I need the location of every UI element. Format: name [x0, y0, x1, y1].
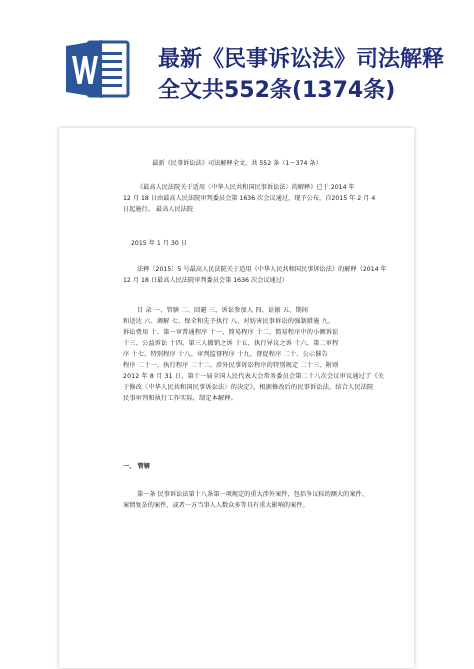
- document-title: 最新《民事诉讼法》司法解释全文，共 552 条（1～374 条）: [152, 160, 322, 167]
- issue-date: 2015 年 1 月 30 日: [131, 240, 187, 247]
- toc-line: 程序 二十一、执行程序 二十二、涉外民事诉讼程序的特别规定 二十三、附则: [123, 362, 339, 369]
- notice-line: 法释〔2015〕5 号最高人民法院关于适用《中华人民共和国民事诉讼法》的解释（2014 年: [137, 266, 387, 273]
- toc-line: 目 录 一、管辖 二、回避 三、诉讼参加人 四、证据 五、期间: [137, 307, 309, 314]
- article-line: 第一条 民事诉讼法第十八条第一项规定的重大涉外案件，包括争议标的额大的案件、: [137, 491, 368, 498]
- word-document-icon: [64, 36, 134, 102]
- intro-line: 12 月 18 日由最高人民法院审判委员会第 1636 次会议通过，现予公布，自2015 年 2 月 4: [123, 195, 376, 202]
- table-of-contents: [123, 305, 413, 404]
- intro-line: 《最高人民法院关于适用〈中华人民共和国民事诉讼法〉的解释》已于 2014 年: [137, 184, 355, 191]
- header: [0, 0, 474, 118]
- toc-line: 2012 年 8 月 31 日，第十一届全国人民代表大会常务委员会第二十八次会议审议通过了《关: [123, 373, 385, 380]
- toc-line: 诉讼费用 十、第一审普通程序 十一、简易程序 十二、简易程序中的小额诉讼: [123, 329, 339, 336]
- toc-line: 和送达 六、调解 七、保全和先予执行 八、对妨害民事诉讼的强制措施 九、: [123, 318, 335, 325]
- notice-line: 12 月 18 日最高人民法院审判委员会第 1636 次会议通过）: [123, 277, 289, 284]
- document-page: [59, 128, 414, 668]
- notice-paragraph: [123, 264, 413, 286]
- toc-line: 民事审判和执行工作实际，制定本解释。: [123, 395, 238, 402]
- toc-line: 于修改〈中华人民共和国民事诉讼法〉的决定》。根据修改后的民事诉讼法，结合人民法院: [123, 384, 374, 391]
- toc-line: 序 十七、特别程序 十八、审判监督程序 十九、督促程序 二十、公示催告: [123, 351, 328, 358]
- toc-line: 十三、公益诉讼 十四、第三人撤销之诉 十五、执行异议之诉 十六、第二审程: [123, 340, 339, 347]
- section-heading: 一、 管辖: [123, 463, 150, 470]
- title-line-2: 全文共552条(1374条): [158, 78, 396, 103]
- intro-line: 日起施行。 最高人民法院: [123, 206, 194, 213]
- page-title: [158, 44, 458, 106]
- intro-paragraph: [123, 182, 376, 215]
- article-line: 案情复杂的案件，或者一方当事人人数众多等具有重大影响的案件。: [123, 502, 309, 509]
- article-1: [123, 489, 413, 511]
- title-line-1: 最新《民事诉讼法》司法解释: [158, 47, 445, 72]
